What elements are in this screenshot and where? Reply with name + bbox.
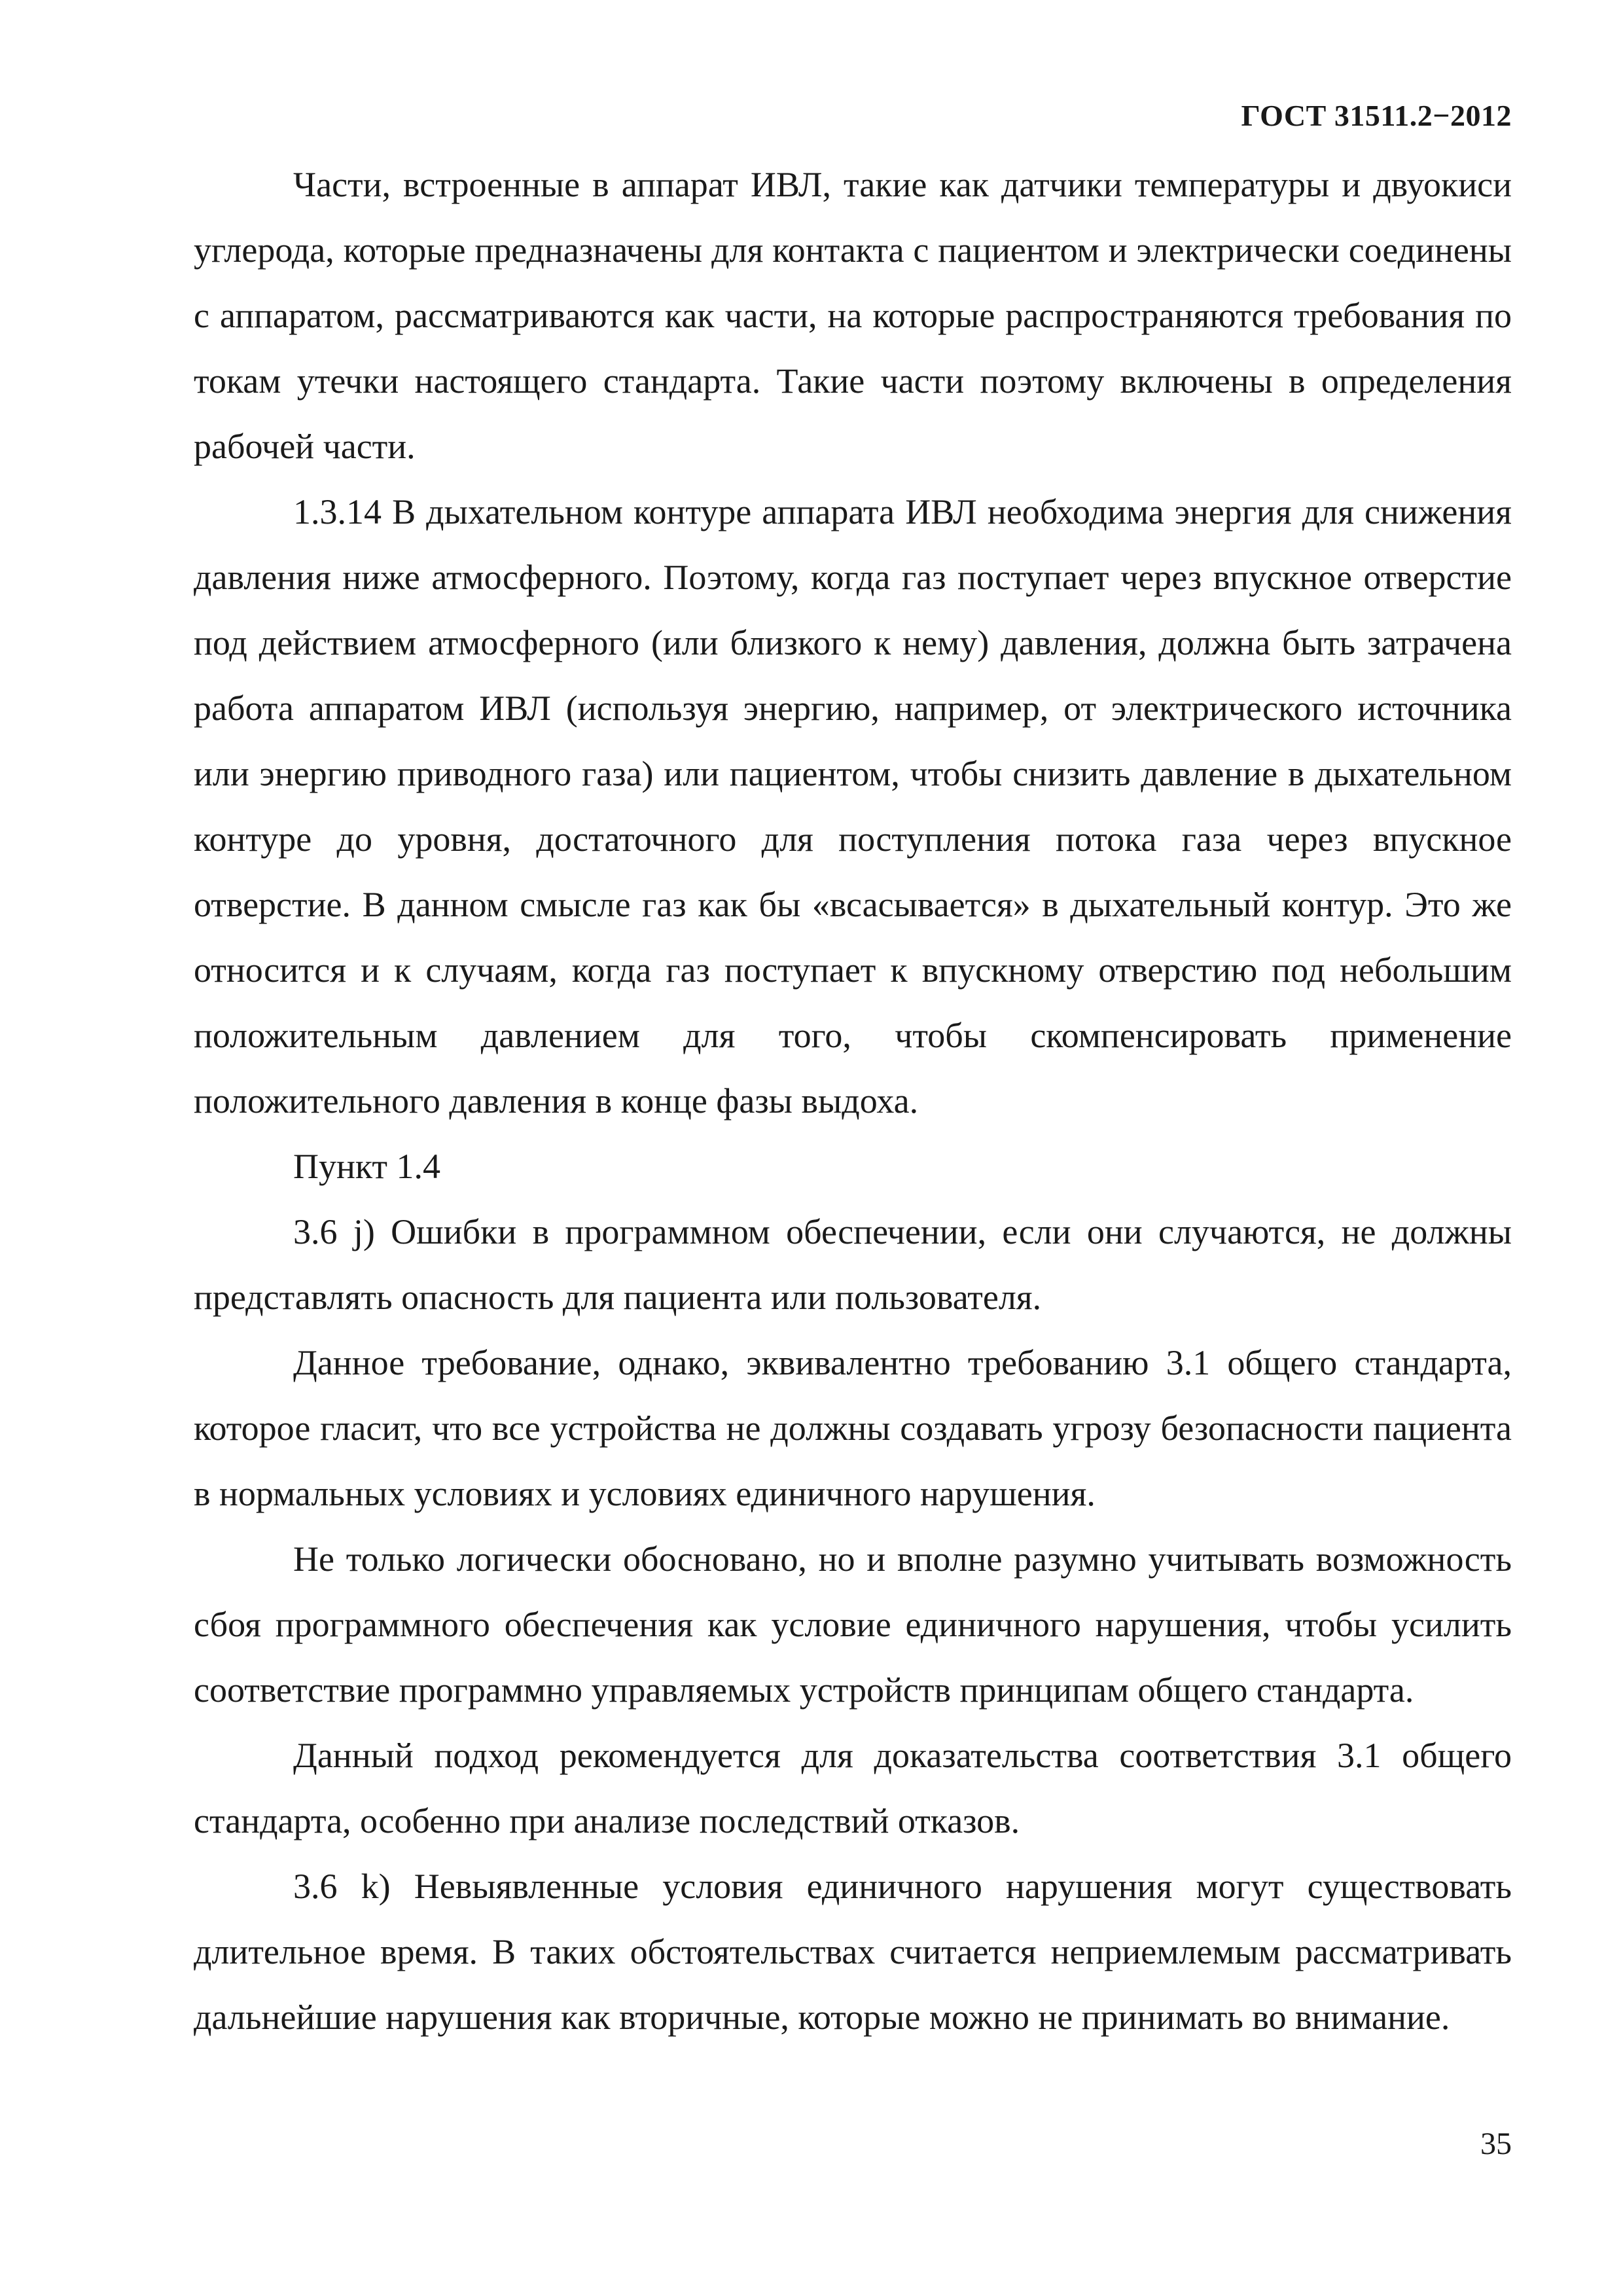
paragraph-software-failure: Не только логически обосновано, но и вполне разумно учитывать возможность сбоя программного обеспечения как условие единичного нарушения, чтобы усилить соответствие программно управляемых устройств принципам общего стандарта. [194,1539,1512,1710]
paragraph-recommended-approach: Данный подход рекомендуется для доказательства соответствия 3.1 общего стандарта, особенно при анализе последствий отказов. [194,1736,1512,1840]
clause-heading-1-4: Пункт 1.4 [293,1147,441,1186]
document-header: ГОСТ 31511.2−2012 [1241,99,1512,132]
paragraph-3-6-j: 3.6 j) Ошибки в программном обеспечении, если они случаются, не должны представлять опасность для пациента или пользователя. [194,1212,1512,1317]
body-text [194,152,1512,2050]
paragraph-1-3-14: 1.3.14 В дыхательном контуре аппарата ИВЛ необходима энергия для снижения давления ниже атмосферного. Поэтому, когда газ поступает через впускное отверстие под действием атмосферного (или близкого к нему) давления, должна быть затрачена работа аппаратом ИВЛ (используя энергию, например, от электрического источника или энергию приводного газа) или пациентом, чтобы снизить давление в дыхательном контуре до уровня, достаточного для поступления потока газа через впускное отверстие. В данном смысле газ как бы «всасывается» в дыхательный контур. Это же относится и к случаям, когда газ поступает к впускному отверстию под небольшим положительным давлением для того, чтобы скомпенсировать применение положительного давления в конце фазы выдоха. [194,492,1512,1121]
paragraph-applied-parts: Части, встроенные в аппарат ИВЛ, такие как датчики температуры и двуокиси углерода, которые предназначены для контакта с пациентом и электрически соединены с аппаратом, рассматриваются как части, на которые распространяются требования по токам утечки настоящего стандарта. Такие части поэтому включены в определения рабочей части. [194,165,1512,466]
paragraph-3-6-k: 3.6 k) Невыявленные условия единичного нарушения могут существовать длительное время. В таких обстоятельствах считается неприемлемым рассматривать дальнейшие нарушения как вторичные, которые можно не принимать во внимание. [194,1867,1512,2037]
page-number: 35 [1480,2126,1512,2161]
paragraph-requirement-equivalence: Данное требование, однако, эквивалентно требованию 3.1 общего стандарта, которое гласит, что все устройства не должны создавать угрозу безопасности пациента в нормальных условиях и условиях единичного нарушения. [194,1343,1512,1513]
